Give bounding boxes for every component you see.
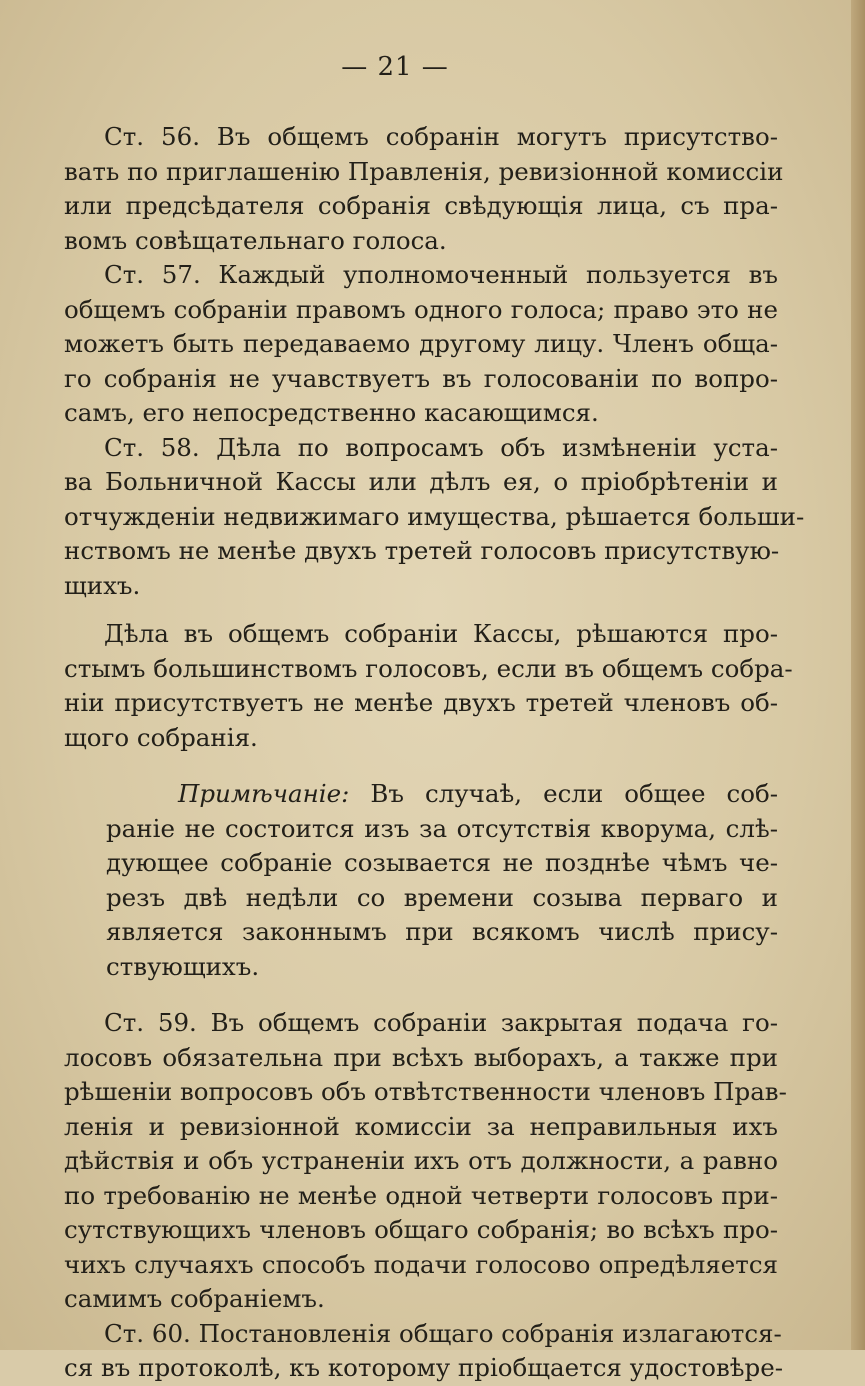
text-line: щихъ. bbox=[64, 570, 141, 600]
text-line: Дѣла въ общемъ собраніи Кассы, рѣшаются про- bbox=[104, 619, 778, 648]
text-line: чихъ случаяхъ способъ подачи голосово опредѣляется bbox=[64, 1249, 778, 1279]
body-text bbox=[64, 120, 805, 1386]
page-number: — 21 — bbox=[341, 52, 449, 82]
text-line: Ст. 60. Постановленія общаго собранія излагаются- bbox=[104, 1318, 782, 1348]
spacer bbox=[64, 603, 778, 617]
text-line: лосовъ обязательна при всѣхъ выборахъ, а также при bbox=[64, 1042, 778, 1072]
text-line: дующее собраніе созывается не позднѣе чѣмъ че- bbox=[106, 848, 778, 877]
text-line: является законнымъ при всякомъ числѣ прису- bbox=[106, 917, 778, 946]
text-line: рѣшеніи вопросовъ объ отвѣтственности членовъ Прав- bbox=[64, 1077, 787, 1106]
text-line: Ст. 59. Въ общемъ собраніи закрытая подача го- bbox=[104, 1008, 778, 1037]
spacer bbox=[64, 755, 778, 777]
text-line: ленія и ревизіонной комиссіи за неправильныя ихъ bbox=[64, 1111, 778, 1141]
text-line: нствомъ не менѣе двухъ третей голосовъ присутствую- bbox=[64, 536, 780, 565]
text-line bbox=[106, 777, 778, 812]
article-56 bbox=[64, 120, 784, 258]
article-57 bbox=[64, 258, 778, 431]
text-line: вать по приглашенію Правленія, ревизіонной комиссіи bbox=[64, 156, 784, 186]
article-58 bbox=[64, 431, 805, 604]
note-first-line: Въ случаѣ, если общее соб- bbox=[370, 779, 778, 808]
text-line: го собранія не учавствуетъ въ голосованіи по вопро- bbox=[64, 363, 778, 393]
text-line: стымъ большинствомъ голосовъ, если въ общемъ собра- bbox=[64, 653, 793, 683]
text-line: раніе не состоится изъ за отсутствія кворума, слѣ- bbox=[106, 813, 778, 843]
note-block bbox=[64, 777, 778, 984]
text-line: ствующихъ. bbox=[106, 951, 260, 981]
text-line: отчужденіи недвижимаго имущества, рѣшается больши- bbox=[64, 501, 805, 531]
text-line: резъ двѣ недѣли со времени созыва перваго и bbox=[106, 882, 778, 912]
text-line: сутствующихъ членовъ общаго собранія; во всѣхъ про- bbox=[64, 1215, 778, 1244]
text-line: вомъ совѣщательнаго голоса. bbox=[64, 225, 447, 255]
text-line: Ст. 57. Каждый уполномоченный пользуется въ bbox=[104, 260, 778, 289]
text-line: ніи присутствуетъ не менѣе двухъ третей членовъ об- bbox=[64, 688, 778, 717]
text-line: или предсѣдателя собранія свѣдующія лица, съ пра- bbox=[64, 191, 778, 220]
article-60 bbox=[64, 1317, 783, 1386]
article-58-paragraph-2 bbox=[64, 617, 793, 755]
text-line: Ст. 58. Дѣла по вопросамъ объ измѣненіи уста- bbox=[104, 432, 778, 462]
page-edge bbox=[851, 0, 865, 1350]
text-line: ва Больничной Кассы или дѣлъ ея, о пріобрѣтеніи и bbox=[64, 467, 778, 496]
text-line: Ст. 56. Въ общемъ собранін могутъ присутство- bbox=[104, 122, 778, 151]
text-line: ся въ протоколѣ, къ которому пріобщается удостовѣре- bbox=[64, 1353, 783, 1382]
text-line: дѣйствія и объ устраненіи ихъ отъ должности, а равно bbox=[64, 1146, 778, 1175]
text-line: самъ, его непосредственно касающимся. bbox=[64, 398, 599, 427]
spacer bbox=[64, 984, 778, 1006]
text-line: щого собранія. bbox=[64, 722, 258, 752]
text-line: по требованію не менѣе одной четверти голосовъ при- bbox=[64, 1180, 778, 1210]
note-label: Примѣчаніе: bbox=[178, 779, 350, 808]
article-59 bbox=[64, 1006, 787, 1317]
text-line: можетъ быть передаваемо другому лицу. Членъ обща- bbox=[64, 329, 778, 358]
text-line: общемъ собраніи правомъ одного голоса; право это не bbox=[64, 294, 778, 324]
text-line: самимъ собраніемъ. bbox=[64, 1284, 325, 1313]
